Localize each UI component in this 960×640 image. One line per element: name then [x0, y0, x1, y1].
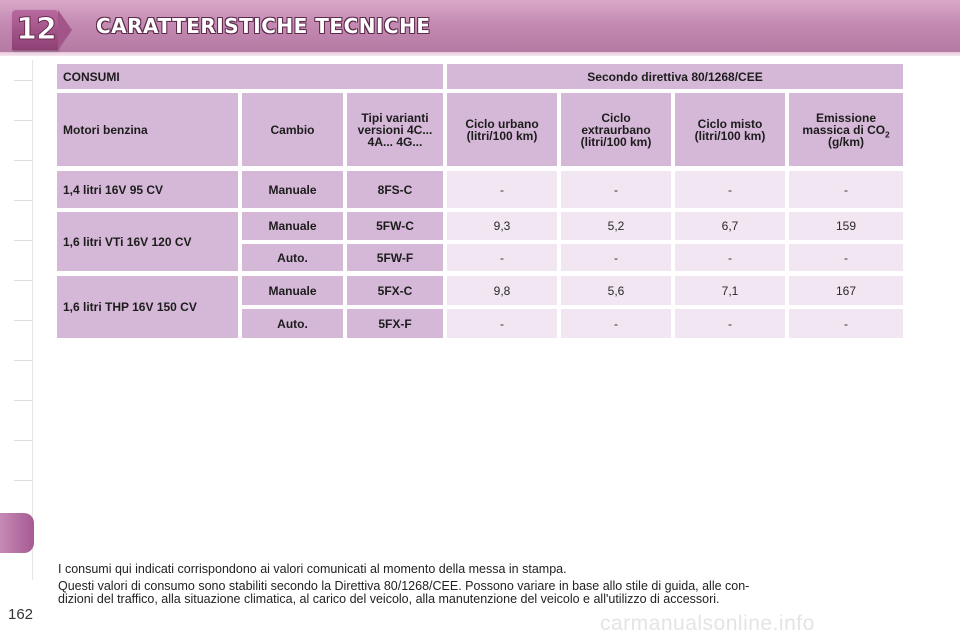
- footnote-1: I consumi qui indicati corrispondono ai valori comunicati al momento della messa in stampa.: [58, 562, 567, 576]
- footnote-2-line-1: Questi valori di consumo sono stabiliti secondo la Direttiva 80/1268/CEE. Possono variare in base allo stile di guida, alle con-: [58, 579, 750, 593]
- mixed-cell: 6,7: [675, 212, 785, 240]
- co2-cell: -: [789, 309, 903, 338]
- col-header-mixed: Ciclo misto (litri/100 km): [675, 93, 785, 166]
- urban-cell: -: [447, 309, 557, 338]
- extraurban-cell: -: [561, 309, 671, 338]
- co2-cell: -: [789, 171, 903, 208]
- page-number: 162: [8, 606, 34, 623]
- active-chapter-tab[interactable]: [0, 513, 34, 553]
- mixed-cell: -: [675, 171, 785, 208]
- variant-cell: 5FX-C: [347, 276, 443, 305]
- urban-cell: -: [447, 244, 557, 271]
- extraurban-cell: 5,6: [561, 276, 671, 305]
- watermark: carmanualsonline.info: [600, 612, 815, 635]
- chapter-tab-arrow: [58, 10, 72, 50]
- engine-cell: 1,4 litri 16V 95 CV: [57, 171, 238, 208]
- co2-subscript: 2: [885, 130, 890, 140]
- chapter-number: 12: [16, 12, 56, 47]
- group-header-directive: Secondo direttiva 80/1268/CEE: [447, 64, 903, 89]
- mixed-cell: -: [675, 309, 785, 338]
- gearbox-cell: Manuale: [242, 212, 343, 240]
- co2-label: Emissione massica di CO: [802, 111, 886, 137]
- gearbox-cell: Auto.: [242, 309, 343, 338]
- tab-notch: [14, 160, 32, 161]
- co2-unit: (g/km): [828, 135, 864, 149]
- col-header-gearbox: Cambio: [242, 93, 343, 166]
- tab-notch: [14, 320, 32, 321]
- tab-notch: [14, 240, 32, 241]
- mixed-cell: 7,1: [675, 276, 785, 305]
- col-header-co2: [789, 93, 903, 166]
- tab-notch: [14, 440, 32, 441]
- col-header-urban: Ciclo urbano (litri/100 km): [447, 93, 557, 166]
- variant-cell: 5FW-C: [347, 212, 443, 240]
- urban-cell: -: [447, 171, 557, 208]
- gearbox-cell: Manuale: [242, 276, 343, 305]
- col-header-extraurban: Ciclo extraurbano (litri/100 km): [561, 93, 671, 166]
- variant-cell: 5FX-F: [347, 309, 443, 338]
- extraurban-cell: -: [561, 244, 671, 271]
- tab-notch: [14, 80, 32, 81]
- tab-notch: [14, 120, 32, 121]
- urban-cell: 9,3: [447, 212, 557, 240]
- variant-cell: 5FW-F: [347, 244, 443, 271]
- urban-cell: 9,8: [447, 276, 557, 305]
- header-divider: [0, 52, 960, 56]
- section-tabs: [0, 60, 33, 580]
- engine-cell: 1,6 litri THP 16V 150 CV: [57, 276, 238, 338]
- col-header-variants: Tipi varianti versioni 4C... 4A... 4G...: [347, 93, 443, 166]
- tab-notch: [14, 400, 32, 401]
- page-title: CARATTERISTICHE TECNICHE: [96, 14, 431, 38]
- mixed-cell: -: [675, 244, 785, 271]
- tab-notch: [14, 200, 32, 201]
- tab-notch: [14, 360, 32, 361]
- gearbox-cell: Manuale: [242, 171, 343, 208]
- co2-cell: -: [789, 244, 903, 271]
- tab-notch: [14, 480, 32, 481]
- extraurban-cell: -: [561, 171, 671, 208]
- tab-notch: [14, 280, 32, 281]
- group-header-consumi: CONSUMI: [57, 64, 443, 89]
- extraurban-cell: 5,2: [561, 212, 671, 240]
- variant-cell: 8FS-C: [347, 171, 443, 208]
- co2-cell: 167: [789, 276, 903, 305]
- col-header-engine: Motori benzina: [57, 93, 238, 166]
- gearbox-cell: Auto.: [242, 244, 343, 271]
- footnote-2-line-2: dizioni del traffico, alla situazione climatica, al carico del veicolo, alla manutenzione del veicolo e all'utilizzo di accessori.: [58, 592, 720, 606]
- co2-cell: 159: [789, 212, 903, 240]
- engine-cell: 1,6 litri VTi 16V 120 CV: [57, 212, 238, 271]
